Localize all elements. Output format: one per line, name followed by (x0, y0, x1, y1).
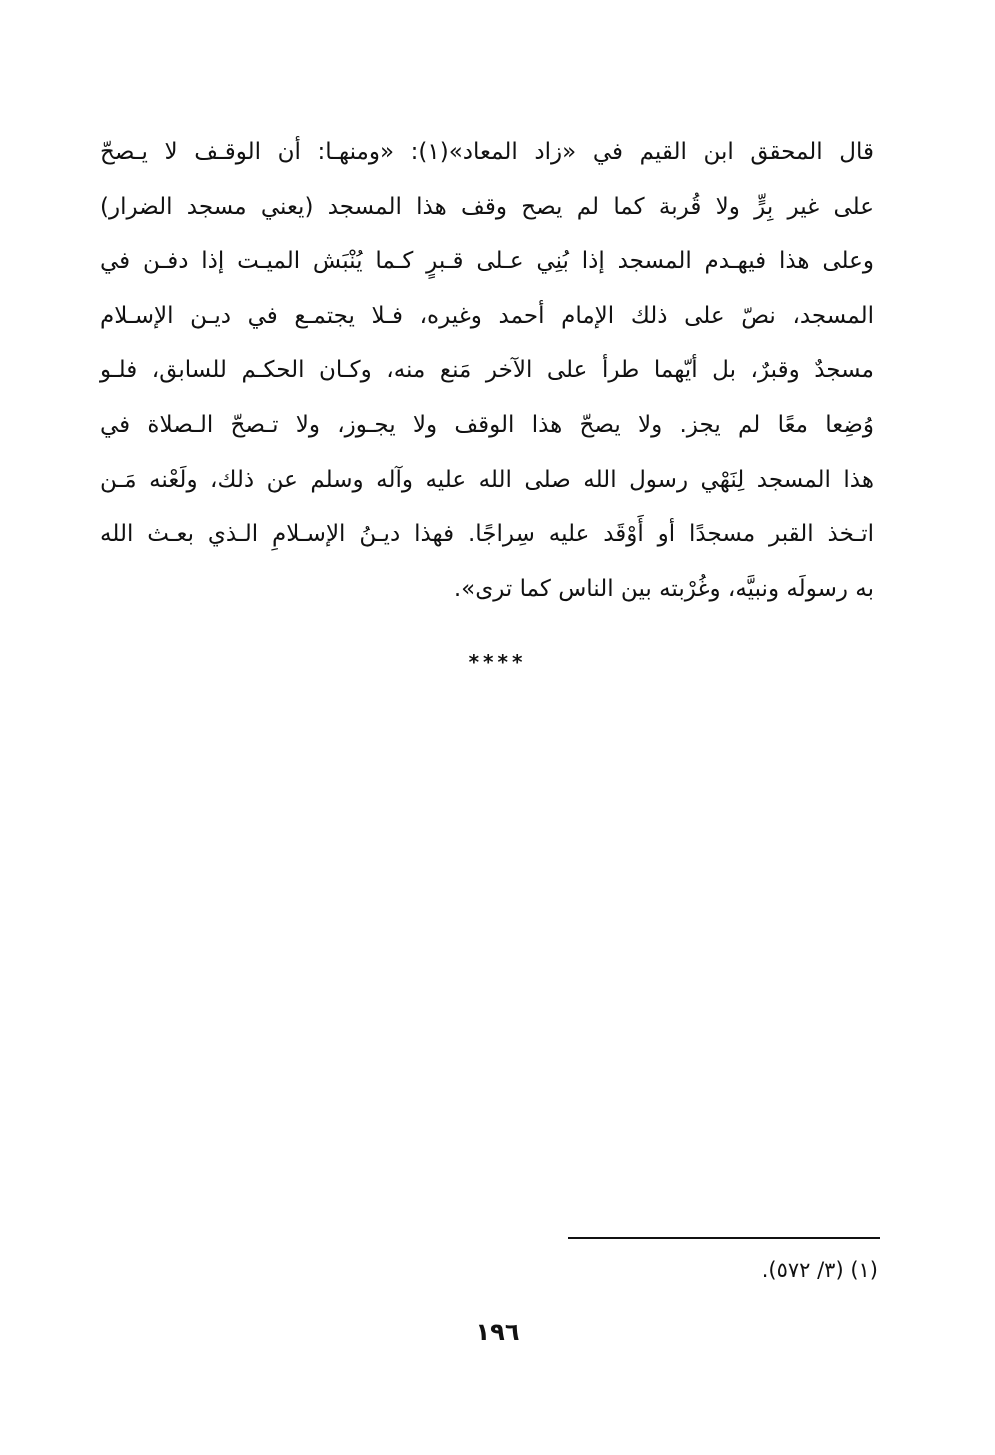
main-paragraph (100, 125, 874, 616)
text-line-1: قال المحقق ابن القيم في «زاد المعاد»(١): «ومنهـا: أن الوقـف لا يـصحّ (100, 139, 874, 165)
text-line-9: به رسولَه ونبيَّه، وغُرْبته بين الناس كما ترى». (453, 575, 874, 602)
section-separator: **** (468, 650, 527, 674)
text-line-5: مسجدٌ وقبرٌ، بل أيّهما طرأ على الآخر مَنع منه، وكـان الحكـم للسابق، فلـو (100, 357, 874, 384)
footnote-divider (568, 1237, 880, 1239)
text-line-3: وعلى هذا فيهـدم المسجد إذا بُنِي عـلى قـبرٍ كـما يُنْبَش الميـت إذا دفـن في (100, 248, 874, 275)
text-line-7: هذا المسجد لِنَهْي رسول الله صلى الله عليه وآله وسلم عن ذلك، ولَعْنه مَـن (100, 466, 874, 493)
text-line-2: على غير بِرٍّ ولا قُربة كما لم يصح وقف هذا المسجد (يعني مسجد الضرار) (100, 193, 874, 220)
text-line-8: اتـخذ القبر مسجدًا أو أَوْقَد عليه سِراجًا. فهذا ديـنُ الإسـلامِ الـذي بعـث الله (100, 521, 874, 548)
text-line-6: وُضِعا معًا لم يجز. ولا يصحّ هذا الوقف ولا يجـوز، ولا تـصحّ الـصلاة في (100, 411, 874, 438)
footnote: (١) (٣/ ٥٧٢). (761, 1258, 878, 1282)
text-line-4: المسجد، نصّ على ذلك الإمام أحمد وغيره، فـلا يجتمـع في ديـن الإسـلام (100, 302, 874, 329)
page-number: ١٩٦ (475, 1318, 520, 1346)
